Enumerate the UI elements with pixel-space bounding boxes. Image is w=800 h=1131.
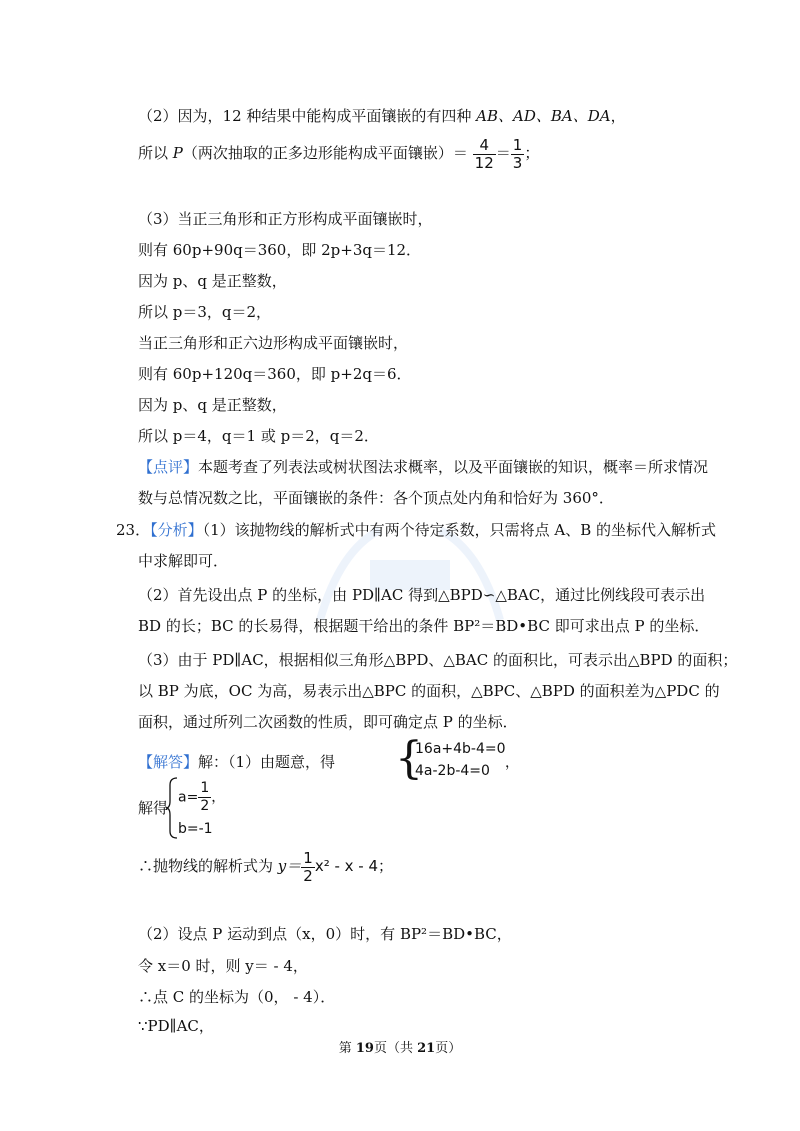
part3-line: 因为 p、q 是正整数， — [138, 272, 287, 290]
answer-line1: 【解答】解：（1）由题意，得 — [138, 753, 336, 771]
answer-tag: 【解答】 — [138, 753, 199, 771]
part2-step: （2）设点 P 运动到点（x，0）时，有 BP²＝BD•BC， — [138, 925, 512, 943]
part2-step: 令 x＝0 时，则 y＝ - 4， — [138, 957, 308, 975]
analysis-tag: 【分析】 — [150, 521, 203, 539]
analysis-line: 以 BP 为底，OC 为高，易表示出△BPC 的面积，△BPC、△BPD 的面积差为△PDC 的 — [138, 682, 720, 700]
q23-analysis-line1: 23．【分析】（1）该抛物线的解析式中有两个待定系数，只需将点 A、B 的坐标代入解析式 — [116, 521, 717, 539]
solve-label: 解得 — [138, 799, 169, 817]
analysis-line: BD 的长；BC 的长易得，根据题干给出的条件 BP²＝BD•BC 即可求出点 P 的坐标． — [138, 617, 710, 635]
solution-b: b=-1 — [178, 821, 213, 837]
analysis-line: 中求解即可． — [138, 552, 229, 570]
part3-line: 因为 p、q 是正整数， — [138, 396, 287, 414]
equation-row: 16a+4b-4=0 — [415, 741, 506, 757]
part3-line: 当正三角形和正六边形构成平面镶嵌时， — [138, 334, 409, 352]
part2-step: ∴点 C 的坐标为（0， - 4）． — [138, 988, 336, 1006]
equation-row: 4a-2b-4=0 — [415, 763, 490, 779]
equation-end: ， — [505, 755, 519, 771]
part2-line2: 所以 P（两次抽取的正多边形能构成平面镶嵌）＝ $\frac{4}{12}$ ＝ $\frac{1}{3}$ ； — [138, 135, 540, 172]
part3-line: （3）当正三角形和正方形构成平面镶嵌时， — [138, 210, 433, 228]
part3-line: 所以 p＝3，q＝2， — [138, 303, 272, 321]
solution-brace — [165, 777, 179, 839]
page-footer: 第 19页（共 21页） — [338, 1041, 462, 1056]
fraction-1-3: $\frac{1}{3}$ — [512, 135, 523, 172]
comment-line1: 【点评】本题考查了列表法或树状图法求概率，以及平面镶嵌的知识，概率＝所求情况 — [138, 458, 709, 476]
part3-line: 则有 60p+90q＝360，即 2p+3q＝12． — [138, 241, 422, 259]
part3-line: 所以 p＝4，q＝1 或 p＝2，q＝2． — [138, 427, 379, 445]
question-number: 23． — [116, 521, 151, 539]
comment-tag: 【点评】 — [138, 458, 199, 476]
analysis-line: （2）首先设出点 P 的坐标，由 PD∥AC 得到△BPD∽△BAC，通过比例线段可表示出 — [138, 586, 706, 604]
parabola-expression: ∴抛物线的解析式为 y＝ $\frac{1}{2}$ x² - x - 4； — [138, 848, 394, 885]
system-brace: { — [395, 733, 423, 784]
analysis-line: 面积，通过所列二次函数的性质，即可确定点 P 的坐标． — [138, 713, 518, 731]
part2-step: ∵PD∥AC， — [138, 1017, 214, 1035]
solution-a: a= $\frac{1}{2}$ ， — [178, 780, 226, 814]
part2-line1: （2）因为，12 种结果中能构成平面镶嵌的有四种 AB、AD、BA、DA， — [138, 107, 626, 125]
analysis-line: （3）由于 PD∥AC，根据相似三角形△BPD、△BAC 的面积比，可表示出△BPD 的面积； — [138, 651, 738, 669]
part3-line: 则有 60p+120q＝360，即 p+2q＝6． — [138, 365, 412, 383]
comment-line2: 数与总情况数之比，平面镶嵌的条件：各个顶点处内角和恰好为 360°． — [138, 489, 614, 507]
fraction-4-12: $\frac{4}{12}$ — [474, 135, 494, 172]
